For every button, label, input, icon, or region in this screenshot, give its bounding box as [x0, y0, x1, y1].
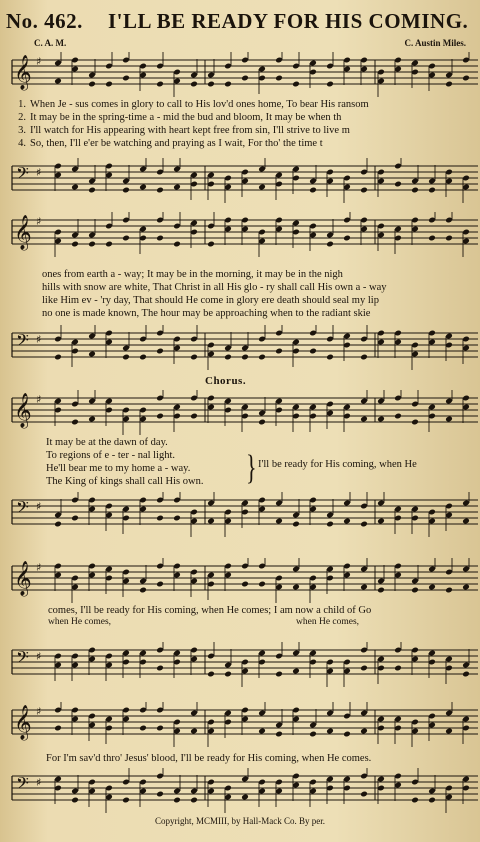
- verse-line: 4. So, then, I'll e'er be watching and praying as I wait, For tho' the time t: [18, 138, 323, 149]
- bass-staff-2: [0, 325, 480, 370]
- bass-staff-5: [0, 768, 480, 813]
- copyright-notice: Copyright, MCMIII, by Hall-Mack Co. By per.: [155, 816, 325, 826]
- svg-text:♯: ♯: [36, 705, 42, 718]
- brace: }: [246, 447, 257, 488]
- bass-staff-4: [0, 642, 480, 687]
- svg-text:♯: ♯: [36, 500, 42, 513]
- treble-staff-3: [0, 390, 480, 435]
- verse-line: He'll bear me to my home a - way.: [46, 463, 191, 474]
- bass-staff-1: [0, 158, 480, 203]
- svg-text:𝄞: 𝄞: [14, 561, 32, 596]
- verse-line: 2. It may be in the spring-time a - mid the bud and bloom, It may be when th: [18, 112, 342, 123]
- verse-line: It may be at the dawn of day.: [46, 437, 168, 448]
- svg-text:♯: ♯: [36, 776, 42, 789]
- svg-text:𝄢: 𝄢: [16, 330, 29, 354]
- hymn-number: No. 462.: [6, 9, 83, 33]
- chorus-label: Chorus.: [205, 375, 247, 387]
- chorus-line-2: comes, I'll be ready for His coming, when He comes; I am now a child of Go: [48, 605, 372, 616]
- treble-staff-2: [0, 212, 480, 257]
- chorus-line-1: I'll be ready for His coming, when He: [258, 459, 417, 470]
- svg-text:𝄞: 𝄞: [14, 705, 32, 740]
- verse-line: like Him ev - 'ry day, That should He come in glory ere death should seal my lip: [42, 295, 379, 306]
- verse-line: hills with snow are white, That Christ in all His glo - ry shall call His own a - way: [42, 282, 387, 293]
- svg-text:♯: ♯: [36, 55, 42, 68]
- verse-block-1: [0, 98, 369, 150]
- svg-text:♯: ♯: [36, 393, 42, 406]
- svg-text:𝄞: 𝄞: [14, 55, 32, 90]
- verse-line: ones from earth a - way; It may be in the morning, it may be in the nigh: [42, 269, 343, 280]
- verse-line: 1. When Je - sus comes in glory to call to His lov'd ones home, To bear His ransom: [18, 99, 369, 110]
- svg-text:𝄢: 𝄢: [16, 497, 29, 521]
- bass-staff-3: [0, 492, 480, 537]
- verse-block-2: [42, 268, 387, 320]
- verse-line: To regions of e - ter - nal light.: [46, 450, 176, 461]
- chorus-sub-b: when He comes,: [296, 617, 360, 627]
- verse-line: no one is made known, The hour may be approaching when to the radiant skie: [42, 308, 371, 319]
- svg-text:𝄢: 𝄢: [16, 773, 29, 797]
- svg-text:𝄢: 𝄢: [16, 163, 29, 187]
- verse-line: 3. I'll watch for His appearing with heart kept free from sin, I'll strive to live m: [18, 125, 350, 136]
- treble-staff-4: [0, 558, 480, 603]
- svg-text:𝄞: 𝄞: [14, 393, 32, 428]
- chorus-sub-a: when He comes,: [48, 617, 112, 627]
- svg-text:♯: ♯: [36, 333, 42, 346]
- treble-staff-5: [0, 702, 480, 747]
- composer: C. Austin Miles.: [404, 38, 466, 48]
- chorus-line-3: For I'm sav'd thro' Jesus' blood, I'll be ready for His coming, when He comes.: [46, 753, 372, 764]
- svg-text:𝄞: 𝄞: [14, 215, 32, 250]
- svg-text:♯: ♯: [36, 215, 42, 228]
- hymn-title: I'LL BE READY FOR HIS COMING.: [108, 9, 469, 33]
- svg-text:♯: ♯: [36, 561, 42, 574]
- svg-text:𝄢: 𝄢: [16, 647, 29, 671]
- svg-text:♯: ♯: [36, 650, 42, 663]
- verse-line: The King of kings shall call His own.: [46, 476, 204, 487]
- lyricist: C. A. M.: [34, 38, 67, 48]
- svg-text:♯: ♯: [36, 166, 42, 179]
- verse-block-3: [46, 436, 203, 488]
- treble-staff-1: [0, 52, 480, 97]
